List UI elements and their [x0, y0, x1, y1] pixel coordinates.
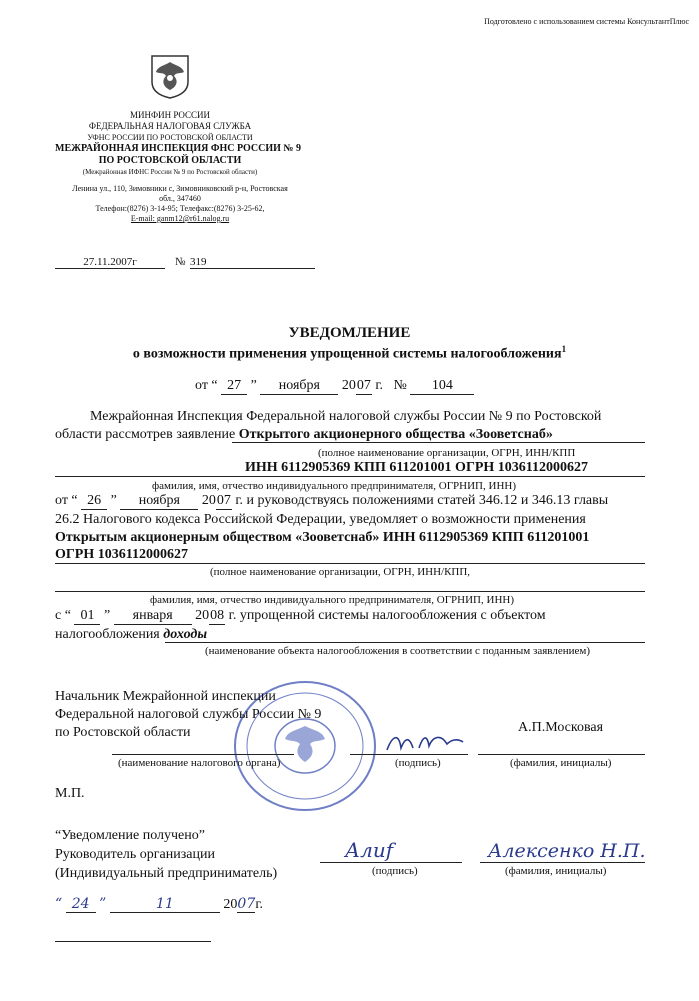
inn-line: ИНН 6112905369 КПП 611201001 ОГРН 1036112000627 — [245, 460, 589, 475]
header-address: Ленина ул., 110, Зимовники с, Зимовниковский р-н, Ростовская — [72, 184, 288, 193]
header-phone: Телефон:(8276) 3-14-95; Телефакс:(8276) 3-25-62, — [95, 204, 265, 213]
recv-year-prefix: 20 — [223, 897, 238, 912]
page-subtitle: о возможности применения упрощенной системы налогообложения — [132, 346, 562, 362]
from-quote: ” — [250, 378, 257, 393]
object-label: налогообложения — [55, 627, 160, 642]
para1-line1: Межрайонная Инспекция Федеральной налоговой службы России № 9 по Ростовской — [90, 409, 602, 424]
header-region: ПО РОСТОВСКОЙ ОБЛАСТИ — [98, 155, 242, 166]
from-g: г. — [375, 378, 384, 393]
hint-fio-short: (фамилия, инициалы) — [510, 757, 612, 769]
org-underline — [232, 442, 645, 443]
para1-line2: области рассмотрев заявление — [55, 427, 236, 442]
header-inspection: МЕЖРАЙОННАЯ ИНСПЕКЦИЯ ФНС РОССИИ № 9 — [55, 143, 301, 154]
hint-org2: (полное наименование организации, ОГРН, ИНН/КПП, — [210, 566, 471, 578]
hint-fio: фамилия, имя, отчество индивидуального предпринимателя, ОГРНИП, ИНН) — [152, 480, 516, 492]
hint-object: (наименование объекта налогообложения в соответствии с поданным заявлением) — [205, 645, 590, 657]
recv-quote-close: ” — [99, 896, 107, 912]
header-address-2: обл., 347460 — [159, 194, 201, 203]
header-email: E-mail: ganm12@r61.nalog.ru — [130, 214, 230, 223]
received-role-2: (Индивидуальный предприниматель) — [55, 866, 278, 881]
date2-year: 07 — [216, 493, 231, 508]
from3-prefix: с “ — [55, 608, 71, 623]
date2-day: 26 — [81, 493, 107, 510]
from-day: 27 — [221, 378, 247, 395]
from-prefix: от “ — [195, 378, 218, 393]
from-number: 104 — [410, 378, 474, 395]
page-title: УВЕДОМЛЕНИЕ — [288, 325, 411, 341]
stamp-mark: М.П. — [55, 786, 85, 801]
recv-month: 11 — [110, 896, 220, 913]
para2-line3: Открытым акционерным обществом «Зооветснаб» ИНН 6112905369 КПП 611201001 — [55, 530, 590, 545]
from3-year-prefix: 20 — [195, 608, 210, 623]
from3-quote: ” — [103, 608, 111, 623]
from3-year: 08 — [210, 608, 225, 623]
hint-fio-short2: (фамилия, инициалы) — [505, 865, 607, 877]
hint-organ: (наименование налогового органа) — [118, 757, 281, 769]
hint-org: (полное наименование организации, ОГРН, ИНН/КПП — [318, 447, 576, 459]
recv-sign-underline — [320, 862, 462, 863]
chief-signature — [385, 730, 465, 760]
object-value: доходы — [163, 627, 208, 642]
chief-name: А.П.Московая — [518, 720, 604, 735]
object-underline — [165, 642, 645, 643]
chief-title-line3: по Ростовской области — [55, 725, 191, 740]
bottom-rule — [55, 941, 211, 942]
date2-rest: г. и руководствуясь положениями статей 346.12 и 346.13 главы — [235, 493, 609, 508]
from3-day: 01 — [74, 608, 100, 625]
top-note: Подготовлено с использованием системы КонсультантПлюс — [484, 17, 689, 26]
para2-line4: ОГРН 1036112000627 — [55, 547, 188, 562]
received-signature: Алиf — [345, 838, 394, 862]
from-year: 07 — [356, 378, 371, 393]
recv-day: 24 — [66, 896, 96, 913]
from-month: ноября — [260, 378, 338, 395]
header-short: (Межрайонная ИФНС России № 9 по Ростовской области) — [82, 168, 258, 176]
hint-sign: (подпись) — [395, 757, 441, 769]
header-service: ФЕДЕРАЛЬНАЯ НАЛОГОВАЯ СЛУЖБА — [88, 121, 252, 131]
header-ufns: УФНС РОССИИ ПО РОСТОВСКОЙ ОБЛАСТИ — [87, 133, 253, 142]
recv-fio-underline — [480, 862, 645, 863]
date2-prefix: от “ — [55, 493, 78, 508]
from-no-label: № — [393, 378, 407, 393]
doc-date: 27.11.2007г — [55, 256, 165, 269]
doc-number: 319 — [190, 256, 315, 269]
chief-title-line1: Начальник Межрайонной инспекции — [55, 689, 276, 704]
from3-month: января — [114, 608, 192, 625]
para2-line2: 26.2 Налогового кодекса Российской Федерации, уведомляет о возможности применения — [55, 512, 586, 527]
emblem-icon — [148, 52, 192, 100]
header-ministry: МИНФИН РОССИИ — [129, 110, 211, 120]
fio-underline — [478, 754, 645, 755]
chief-title-line2: Федеральной налоговой службы России № 9 — [55, 707, 322, 722]
received-role: Руководитель организации — [55, 847, 215, 862]
recv-quote-open: “ — [55, 896, 63, 912]
date2-month: ноября — [120, 493, 198, 510]
footnote-mark: 1 — [561, 344, 567, 354]
hint-sign2: (подпись) — [372, 865, 418, 877]
inn-underline — [55, 476, 645, 477]
from-year-prefix: 20 — [341, 378, 356, 393]
date2-year-prefix: 20 — [201, 493, 216, 508]
recv-year: 07 — [237, 896, 256, 912]
recv-g: г. — [255, 897, 264, 912]
hint-fio2: фамилия, имя, отчество индивидуального предпринимателя, ОГРНИП, ИНН) — [150, 594, 514, 606]
doc-number-label: № — [175, 256, 186, 268]
sign-underline — [350, 754, 468, 755]
org-name: Открытого акционерного общества «Зооветснаб» — [238, 427, 553, 442]
received-name: Алексенко Н.П. — [488, 840, 646, 862]
organ-underline — [112, 754, 294, 755]
hint-org2-underline — [55, 591, 645, 592]
from3-rest: г. упрощенной системы налогообложения с объектом — [228, 608, 546, 623]
para2-underline — [55, 563, 645, 564]
date2-quote: ” — [110, 493, 117, 508]
received-label: “Уведомление получено” — [55, 828, 205, 843]
